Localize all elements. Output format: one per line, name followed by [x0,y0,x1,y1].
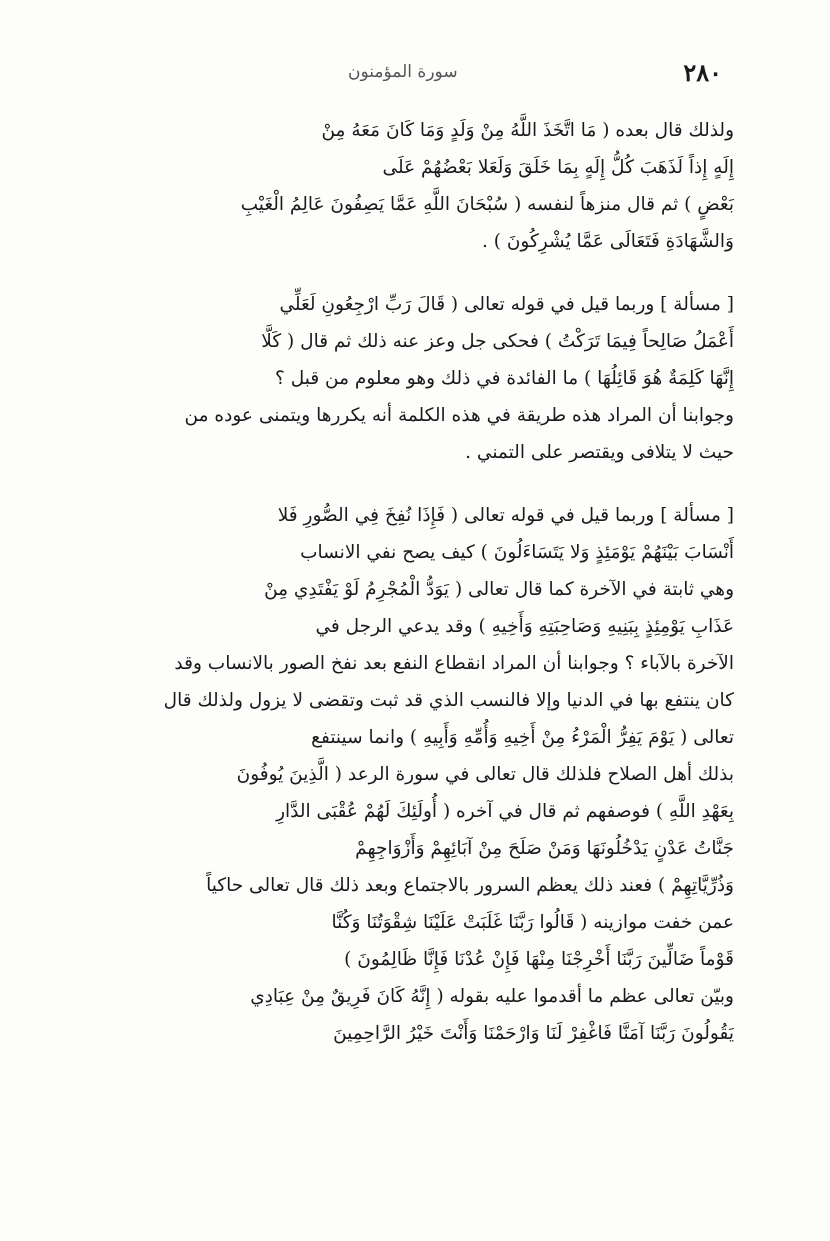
text-line: بَعْضٍ ) ثم قال منزهاً لنفسه ( سُبْحَانَ اللَّهِ عَمَّا يَصِفُونَ عَالِمُ الْغَيْبِ [240,194,734,215]
text-line: جَنَّاتُ عَدْنٍ يَدْخُلُونَهَا وَمَنْ صَلَحَ مِنْ آبَائِهِمْ وَأَزْوَاجِهِمْ [355,838,734,859]
paragraph-intro [100,112,734,260]
text-line: إِلَهٍ إِذاً لَذَهَبَ كُلُّ إِلَهٍ بِمَا خَلَقَ وَلَعَلا بَعْضُهُمْ عَلَى [382,157,734,178]
text-line: ولذلك قال بعده ( مَا اتَّخَذَ اللَّهُ مِنْ وَلَدٍ وَمَا كَانَ مَعَهُ مِنْ [321,120,734,141]
text-line: تعالى ( يَوْمَ يَفِرُّ الْمَرْءُ مِنْ أَخِيهِ وَأُمِّهِ وَأَبِيهِ ) وانما سينتفع [311,727,734,748]
running-title: سورة المؤمنون [348,62,458,82]
text-line: [ مسألة ] وربما قيل في قوله تعالى ( فَإِذَا نُفِخَ فِي الصُّورِ فَلا [277,505,734,526]
paragraph-question-1 [100,286,734,471]
text-line: عمن خفت موازينه ( قَالُوا رَبَّنَا غَلَبَتْ عَلَيْنَا شِقْوَتُنَا وَكُنَّا [331,912,734,933]
text-line: وبيّن تعالى عظم ما أقدموا عليه بقوله ( إِنَّهُ كَانَ فَرِيقٌ مِنْ عِبَادِي [250,986,734,1007]
text-line: [ مسألة ] وربما قيل في قوله تعالى ( قَالَ رَبِّ ارْجِعُونِ لَعَلِّي [279,294,734,315]
text-line: إِنَّهَا كَلِمَةٌ هُوَ قَائِلُهَا ) ما الفائدة في ذلك وهو معلوم من قبل ؟ [275,368,734,389]
text-line: أَعْمَلُ صَالِحاً فِيمَا تَرَكْتُ ) فحكى جل وعز عنه ذلك ثم قال ( كَلَّا [261,331,734,352]
text-line: وجوابنا أن المراد هذه طريقة في هذه الكلمة أنه يكررها ويتمنى عوده من [184,405,734,426]
text-line: بذلك أهل الصلاح فلذلك قال تعالى في سورة الرعد ( الَّذِينَ يُوفُونَ [236,764,734,785]
text-line: وهي ثابتة في الآخرة كما قال تعالى ( يَوَدُّ الْمُجْرِمُ لَوْ يَفْتَدِي مِنْ [264,579,734,600]
text-line: أَنْسَابَ بَيْنَهُمْ يَوْمَئِذٍ وَلا يَتَسَاءَلُونَ ) كيف يصح نفي الانساب [300,542,734,563]
text-line: الآخرة بالآباء ؟ وجوابنا أن المراد انقطاع النفع بعد نفخ الصور بالانساب وقد [174,653,734,674]
paragraph-question-2 [100,497,734,1052]
text-line: عَذَابِ يَوْمِئِذٍ بِبَنِيهِ وَصَاحِبَتِهِ وَأَخِيهِ ) وقد يدعي الرجل في [315,616,734,637]
page-header [108,58,722,92]
page-body [100,112,734,1078]
text-line: يَقُولُونَ رَبَّنَا آمَنَّا فَاغْفِرْ لَنَا وَارْحَمْنَا وَأَنْتَ خَيْرُ الرَّاحِمِينَ [333,1023,734,1044]
text-line: وَالشَّهَادَةِ فَتَعَالَى عَمَّا يُشْرِكُونَ ) . [481,231,734,252]
text-line: كان ينتفع بها في الدنيا وإلا فالنسب الذي قد ثبت وتقضى لا يزول ولذلك قال [163,690,734,711]
text-line: وَذُرِّيَّاتِهِمْ ) فعند ذلك يعظم السرور بالاجتماع وبعد ذلك قال تعالى حاكياً [206,875,734,896]
text-line: حيث لا يتلافى ويقتصر على التمني . [465,442,734,463]
text-line: بِعَهْدِ اللَّهِ ) فوصفهم ثم قال في آخره ( أُولَئِكَ لَهُمْ عُقْبَى الدَّارِ [276,801,734,822]
page-number: ٢٨٠ [683,58,722,87]
text-line: قَوْماً ضَالِّينَ رَبَّنَا أَخْرِجْنَا مِنْهَا فَإِنْ عُدْنَا فَإِنَّا ظَالِمُونَ ) [344,949,734,970]
